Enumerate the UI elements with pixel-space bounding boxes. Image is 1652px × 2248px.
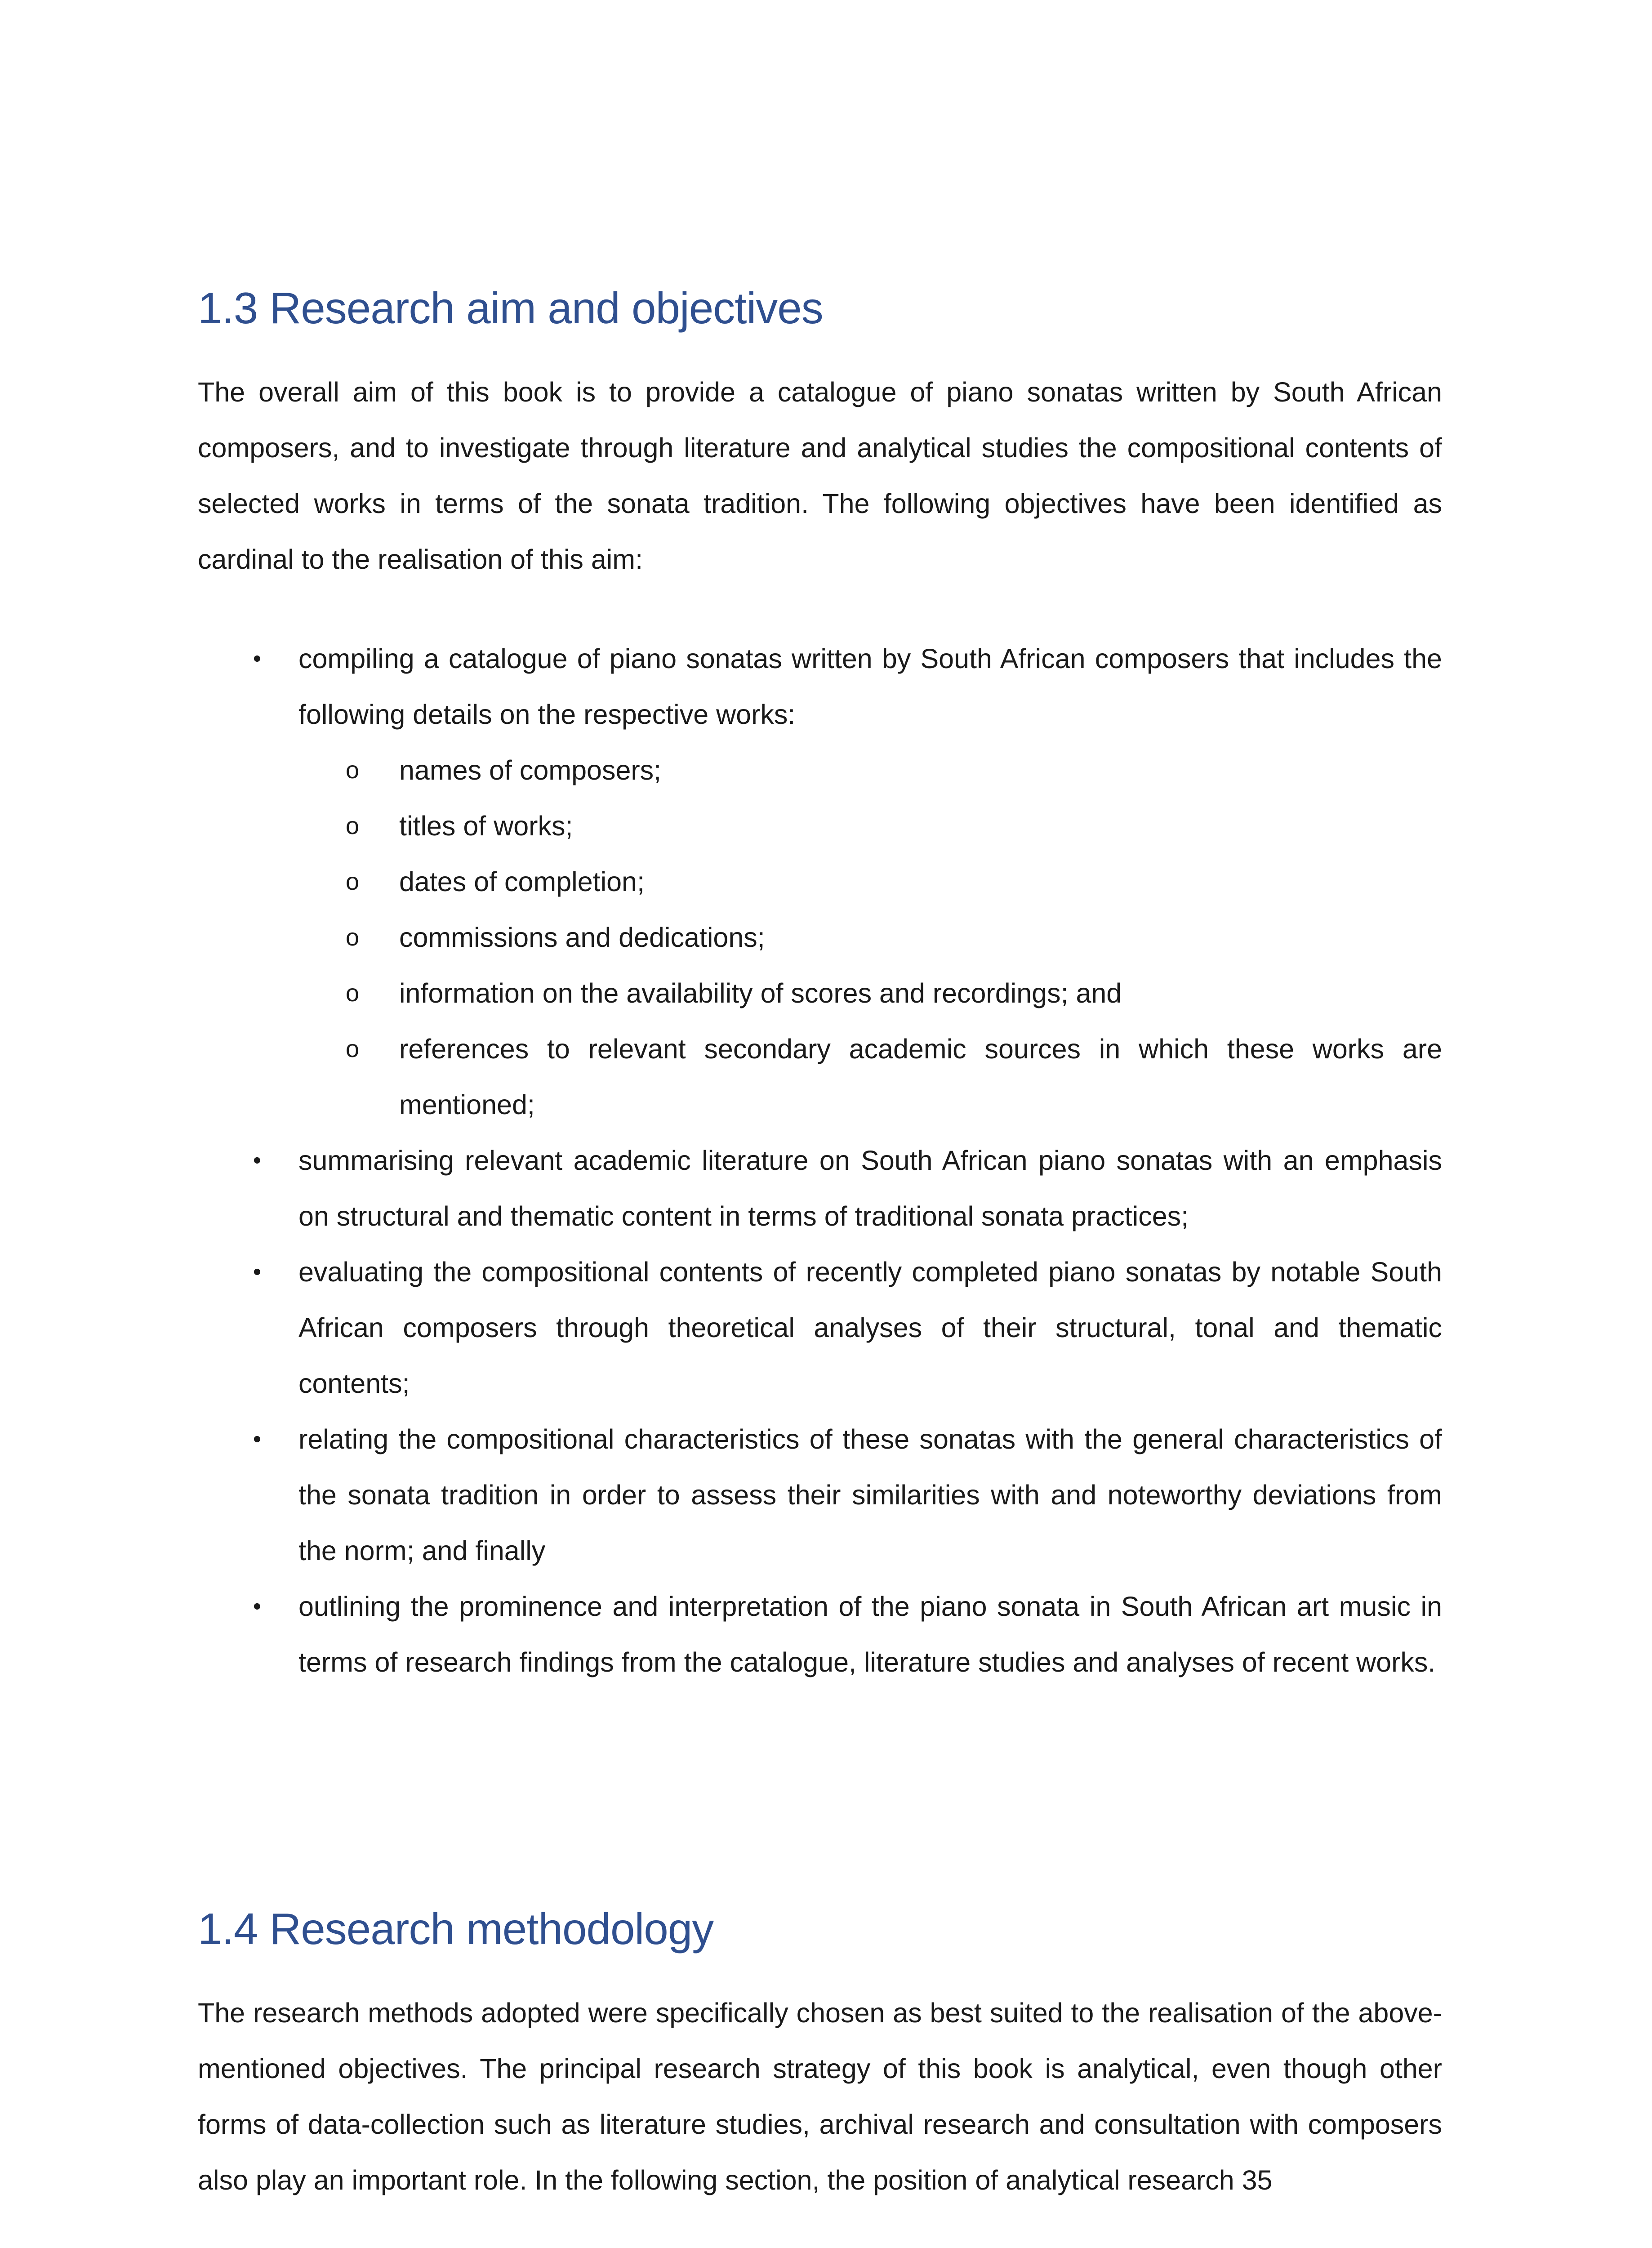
objective-item <box>198 1411 1442 1579</box>
objective-text: summarising relevant academic literature on South African piano sonatas with an emphasis on structural and thematic content in terms of traditional sonata practices; <box>298 1145 1442 1231</box>
detail-item <box>298 1021 1442 1133</box>
bullet-icon: • <box>253 1147 262 1173</box>
circle-bullet-icon: o <box>345 980 360 1007</box>
catalogue-details-list <box>298 742 1442 1133</box>
objective-text: relating the compositional characteristics of these sonatas with the general characteristics of the sonata tradition in order to assess their similarities with and noteworthy deviations from the norm; and finally <box>298 1424 1442 1566</box>
objectives-list <box>198 631 1442 1690</box>
objective-item <box>198 1244 1442 1411</box>
objective-text: compiling a catalogue of piano sonatas written by South African composers that includes the following details on the respective works: <box>298 643 1442 730</box>
section-heading-research-methodology: 1.4 Research methodology <box>198 1904 714 1954</box>
bullet-icon: • <box>253 646 262 672</box>
objective-item <box>198 1579 1442 1690</box>
objective-item <box>198 631 1442 1133</box>
detail-item <box>298 854 1442 910</box>
detail-item <box>298 910 1442 965</box>
methodology-paragraph: The research methods adopted were specifically chosen as best suited to the realisation of the above-mentioned objectives. The principal research strategy of this book is analytical, even though other forms of data-collection such as literature studies, archival research and consultation with composers also play an important role. In the following section, the position of analytical research 35 <box>198 1998 1442 2195</box>
detail-text: names of composers; <box>399 755 662 785</box>
circle-bullet-icon: o <box>345 924 360 951</box>
objective-text: evaluating the compositional contents of recently completed piano sonatas by notable South African composers through theoretical analyses of their structural, tonal and thematic contents; <box>298 1257 1442 1399</box>
bullet-icon: • <box>253 1259 262 1285</box>
section-heading-research-aim: 1.3 Research aim and objectives <box>198 283 823 333</box>
bullet-icon: • <box>253 1593 262 1619</box>
circle-bullet-icon: o <box>345 1035 360 1062</box>
circle-bullet-icon: o <box>345 868 360 895</box>
bullet-icon: • <box>253 1426 262 1452</box>
detail-text: titles of works; <box>399 811 573 841</box>
intro-paragraph: The overall aim of this book is to provide a catalogue of piano sonatas written by South African composers, and to investigate through literature and analytical studies the compositional contents of selected works in terms of the sonata tradition. The following objectives have been identified as cardinal to the realisation of this aim: <box>198 377 1442 575</box>
objective-item <box>198 1133 1442 1244</box>
circle-bullet-icon: o <box>345 812 360 839</box>
detail-text: dates of completion; <box>399 866 645 897</box>
detail-item <box>298 798 1442 854</box>
detail-item <box>298 965 1442 1021</box>
circle-bullet-icon: o <box>345 757 360 784</box>
objective-text: outlining the prominence and interpretation of the piano sonata in South African art music in terms of research findings from the catalogue, literature studies and analyses of recent works. <box>298 1591 1442 1677</box>
detail-text: information on the availability of scores and recordings; and <box>399 978 1122 1008</box>
detail-item <box>298 742 1442 798</box>
detail-text: commissions and dedications; <box>399 922 765 953</box>
detail-text: references to relevant secondary academic sources in which these works are mentioned; <box>399 1034 1442 1120</box>
